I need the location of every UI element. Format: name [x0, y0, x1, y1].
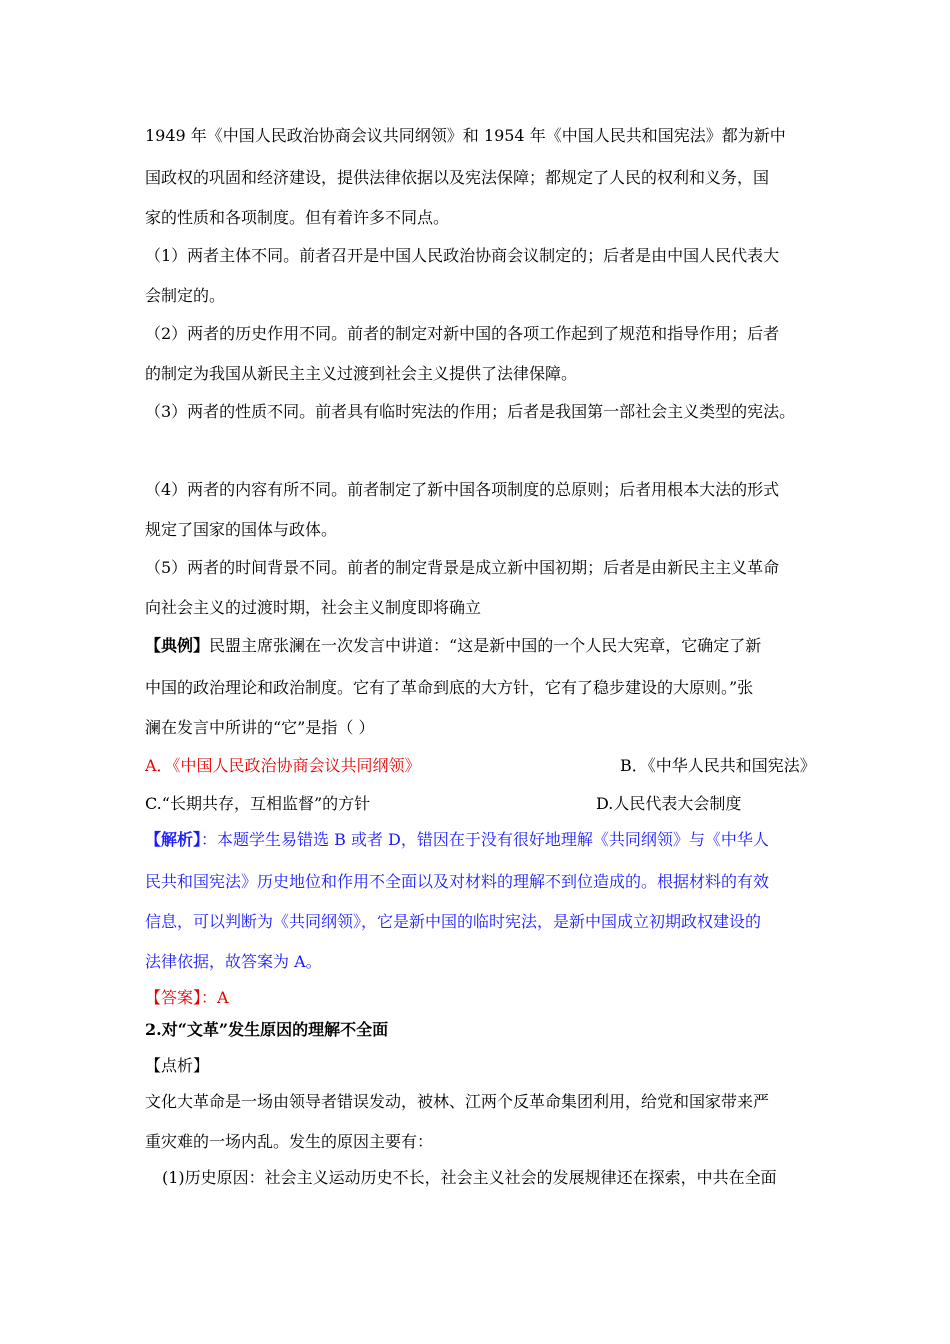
point-1-line-2: 会制定的。 [145, 286, 226, 305]
point-4-line-1: （4）两者的内容有所不同。前者制定了新中国各项制度的总原则；后者用根本大法的形式 [145, 480, 780, 499]
point-5-line-2: 向社会主义的过渡时期，社会主义制度即将确立 [145, 598, 482, 617]
point-5-line-1: （5）两者的时间背景不同。前者的制定背景是成立新中国初期；后者是由新民主主义革命 [145, 558, 780, 577]
section-2-line-1: 文化大革命是一场由领导者错误发动，被林、江两个反革命集团利用，给党和国家带来严 [145, 1092, 770, 1111]
point-3-line-1: （3）两者的性质不同。前者具有临时宪法的作用；后者是我国第一部社会主义类型的宪法。 [145, 402, 796, 421]
section-2-heading: 2.对“文革”发生原因的理解不全面 [145, 1020, 389, 1039]
option-b: B．《中华人民共和国宪法》 [620, 756, 816, 775]
analysis-line-1 [145, 830, 769, 850]
example-text-1: 民盟主席张澜在一次发言中讲道：“这是新中国的一个人民大宪章，它确定了新 [209, 636, 762, 655]
options-row-1 [145, 756, 845, 776]
option-d: D.人民代表大会制度 [596, 794, 742, 813]
option-a: A．《中国人民政治协商会议共同纲领》 [145, 756, 421, 775]
options-row-2 [145, 794, 845, 814]
answer-line [145, 988, 229, 1008]
section-2-line-3: (1)历史原因：社会主义运动历史不长，社会主义社会的发展规律还在探索，中共在全面 [162, 1168, 777, 1187]
intro-line-2: 国政权的巩固和经济建设，提供法律依据以及宪法保障；都规定了人民的权利和义务，国 [145, 168, 770, 187]
point-2-line-1: （2）两者的历史作用不同。前者的制定对新中国的各项工作起到了规范和指导作用；后者 [145, 324, 780, 343]
analysis-tag: 【解析】 [145, 830, 202, 849]
example-line-1 [145, 636, 761, 656]
intro-line-1: 1949 年《中国人民政治协商会议共同纲领》和 1954 年《中国人民共和国宪法》都为新中 [145, 126, 786, 145]
point-4-line-2: 规定了国家的国体与政体。 [145, 520, 338, 539]
answer-value: ：A [201, 988, 229, 1007]
point-1-line-1: （1）两者主体不同。前者召开是中国人民政治协商会议制定的；后者是由中国人民代表大 [145, 246, 780, 265]
option-c: C.“长期共存，互相监督”的方针 [145, 794, 371, 813]
point-2-line-2: 的制定为我国从新民主主义过渡到社会主义提供了法律保障。 [145, 364, 578, 383]
analysis-line-2: 民共和国宪法》历史地位和作用不全面以及对材料的理解不到位造成的。根据材料的有效 [145, 872, 770, 891]
analysis-line-4: 法律依据，故答案为 A。 [145, 952, 322, 971]
section-2-line-2: 重灾难的一场内乱。发生的原因主要有： [145, 1132, 434, 1151]
intro-line-3: 家的性质和各项制度。但有着许多不同点。 [145, 208, 450, 227]
example-line-3: 澜在发言中所讲的“它”是指（ ） [145, 718, 375, 737]
analysis-text-1: ：本题学生易错选 B 或者 D，错因在于没有很好地理解《共同纲领》与《中华人 [201, 830, 769, 849]
section-2-note-tag: 【点析】 [145, 1056, 210, 1075]
example-line-2: 中国的政治理论和政治制度。它有了革命到底的大方针，它有了稳步建设的大原则。”张 [145, 678, 754, 697]
example-tag: 【典例】 [145, 636, 210, 655]
answer-tag: 【答案】 [145, 988, 202, 1007]
analysis-line-3: 信息，可以判断为《共同纲领》，它是新中国的临时宪法，是新中国成立初期政权建设的 [145, 912, 762, 931]
